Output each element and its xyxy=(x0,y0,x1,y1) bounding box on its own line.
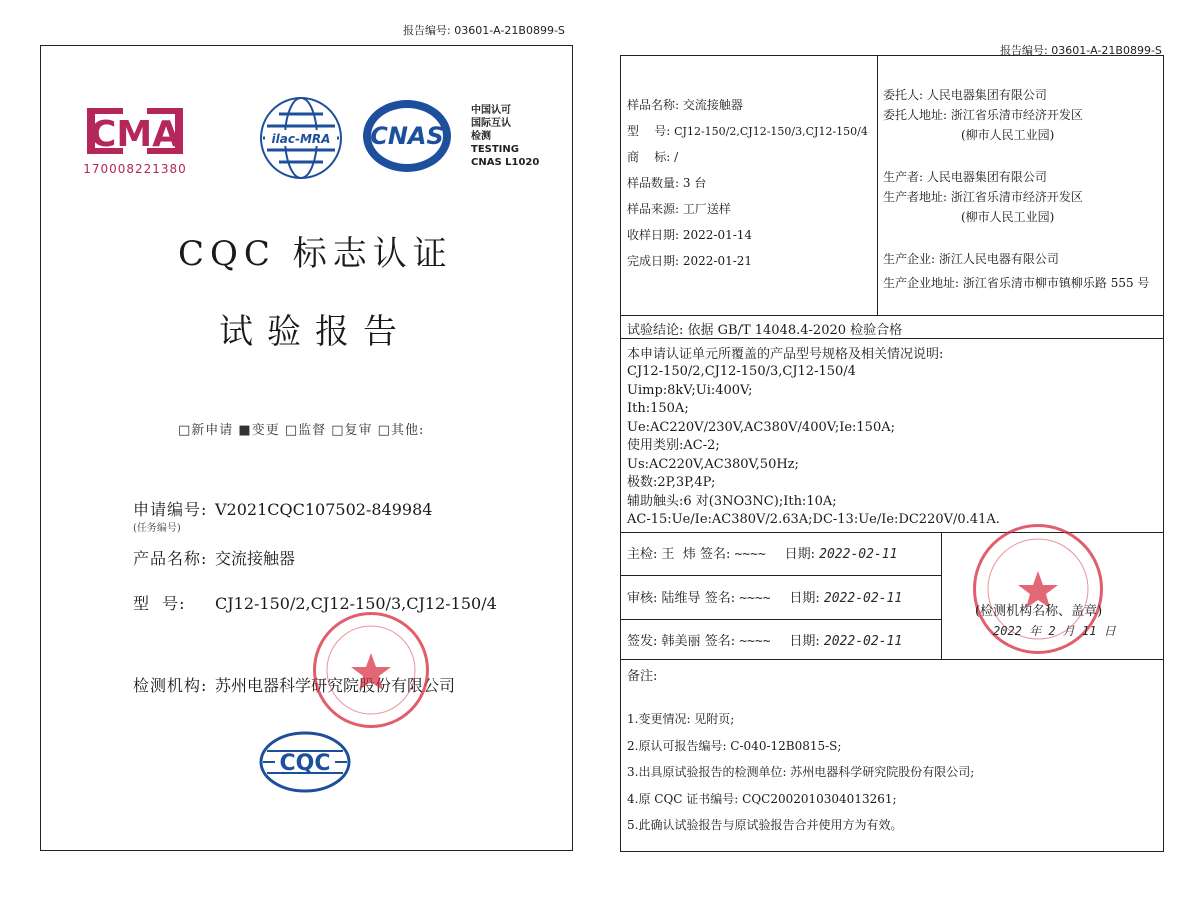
cma-logo-text: CMA xyxy=(89,114,181,155)
cnas-logo xyxy=(359,96,455,176)
seal-star-icon xyxy=(316,615,426,725)
sample-name-value: 交流接触器 xyxy=(682,98,743,112)
completion-date-value: 2022-01-21 xyxy=(682,254,753,268)
sample-name-row xyxy=(627,96,743,113)
document-title-1: CQC 标志认证 xyxy=(178,234,453,274)
signature-person: 陆维导 xyxy=(661,591,701,606)
client-label: 委托人: xyxy=(883,88,924,102)
model-label: 型 号: xyxy=(133,594,186,613)
signature-label: 签名: xyxy=(704,634,736,649)
signature-person: 王 炜 xyxy=(661,547,696,562)
right-report-number: 报告编号: 03601-A-21B0899-S xyxy=(1000,44,1162,57)
cqc-logo xyxy=(257,731,353,793)
application-number-label: 申请编号: xyxy=(133,500,208,519)
description-line: 使用类别:AC-2; xyxy=(627,438,720,453)
sample-name-label: 样品名称: xyxy=(627,98,680,112)
application-number-value: V2021CQC107502-849984 xyxy=(215,500,433,519)
date-label: 日期: xyxy=(789,591,820,606)
cnas-line-3: 检测 xyxy=(471,131,491,142)
producer-address-value: 浙江省乐清市经济开发区 xyxy=(950,190,1083,204)
note-item: 3.出具原试验报告的检测单位: 苏州电器科学研究院股份有限公司; xyxy=(627,765,975,779)
test-conclusion: 试验结论: 依据 GB/T 14048.4-2020 检验合格 xyxy=(627,323,903,338)
description-list xyxy=(627,363,1000,530)
divider-line xyxy=(621,338,1163,339)
factory-address-row xyxy=(883,274,1149,291)
description-line: CJ12-150/2,CJ12-150/3,CJ12-150/4 xyxy=(627,364,856,379)
divider-line xyxy=(621,575,941,576)
model-row xyxy=(133,591,497,614)
task-number-label: (任务编号) xyxy=(133,523,181,534)
globe-icon xyxy=(259,96,343,180)
signature-role: 主检: xyxy=(627,547,658,562)
handwritten-signature: ~~~~ xyxy=(739,634,771,649)
application-type-options: □新申请 ■变更 □监督 □复审 □其他: xyxy=(178,423,425,438)
cnas-line-2: 国际互认 xyxy=(471,118,511,129)
producer-address-row xyxy=(883,188,1083,205)
handwritten-date: 2022-02-11 xyxy=(823,591,903,606)
producer-address-label: 生产者地址: xyxy=(883,190,948,204)
cnas-line-1: 中国认可 xyxy=(471,105,511,116)
client-address-row xyxy=(883,106,1083,123)
sample-brand-label: 商 标: xyxy=(627,150,671,164)
sample-model-label: 型 号: xyxy=(627,124,671,138)
signature-row-reviewer xyxy=(627,587,902,606)
cqc-logo-text: CQC xyxy=(279,751,331,776)
client-address-value: 浙江省乐清市经济开发区 xyxy=(950,108,1083,122)
receive-date-row xyxy=(627,226,752,243)
sample-quantity-row xyxy=(627,174,706,191)
factory-value: 浙江人民电器有限公司 xyxy=(938,252,1059,266)
testing-lab-label: 检测机构: xyxy=(133,676,208,695)
left-report-number: 报告编号: 03601-A-21B0899-S xyxy=(403,24,565,37)
sample-source-value: 工厂送样 xyxy=(682,202,731,216)
cnas-logo-icon xyxy=(359,96,455,176)
divider-line xyxy=(621,659,1163,660)
top-block-divider xyxy=(877,56,878,315)
sample-model-row xyxy=(627,122,868,139)
client-row xyxy=(883,86,1047,103)
signature-person: 韩美丽 xyxy=(661,634,701,649)
date-label: 日期: xyxy=(789,634,820,649)
description-line: 辅助触头:6 对(3NO3NC);Ith:10A; xyxy=(627,493,837,509)
product-name-label: 产品名称: xyxy=(133,549,208,568)
cnas-line-5: CNAS L1020 xyxy=(471,157,540,168)
description-line: 极数:2P,3P,4P; xyxy=(627,475,716,490)
cma-logo-icon xyxy=(79,102,191,160)
factory-row xyxy=(883,250,1059,267)
notes-title: 备注: xyxy=(627,669,658,684)
application-number-row xyxy=(133,497,432,520)
model-value: CJ12-150/2,CJ12-150/3,CJ12-150/4 xyxy=(215,594,497,613)
testing-lab-value: 苏州电器科学研究院股份有限公司 xyxy=(215,676,456,695)
description-title: 本申请认证单元所覆盖的产品型号规格及相关情况说明: xyxy=(627,347,944,362)
note-item: 1.变更情况: 见附页; xyxy=(627,712,735,726)
completion-date-row xyxy=(627,252,752,269)
note-item: 2.原认可报告编号: C-040-12B0815-S; xyxy=(627,738,842,753)
cma-logo xyxy=(79,102,191,176)
signature-role: 审核: xyxy=(627,591,658,606)
divider-line xyxy=(621,619,941,620)
sample-source-row xyxy=(627,200,731,217)
note-item: 4.原 CQC 证书编号: CQC2002010304013261; xyxy=(627,791,897,806)
divider-line xyxy=(621,315,1163,316)
signature-role: 签发: xyxy=(627,634,658,649)
sample-quantity-value: 3 台 xyxy=(682,176,707,190)
client-address-label: 委托人地址: xyxy=(883,108,948,122)
right-page xyxy=(620,55,1164,852)
signature-block-divider xyxy=(941,532,942,659)
ilac-logo-text: ilac-MRA xyxy=(271,132,331,146)
factory-address-label: 生产企业地址: xyxy=(883,276,960,290)
cnas-line-4: TESTING xyxy=(471,144,519,155)
sample-model-value: CJ12-150/2,CJ12-150/3,CJ12-150/4 xyxy=(674,125,868,138)
cnas-text-block xyxy=(471,104,539,169)
description-line: Ue:AC220V/230V,AC380V/400V;Ie:150A; xyxy=(627,419,895,435)
handwritten-signature: ~~~~ xyxy=(739,591,771,606)
handwritten-date: 2022-02-11 xyxy=(819,547,898,562)
receive-date-value: 2022-01-14 xyxy=(682,228,753,242)
signature-label: 签名: xyxy=(699,547,731,562)
sample-brand-row xyxy=(627,148,678,165)
sample-brand-value: / xyxy=(674,150,679,164)
client-address-value-2: (柳市人民工业园) xyxy=(961,128,1055,142)
description-line: Uimp:8kV;Ui:400V; xyxy=(627,382,753,398)
description-line: Ith:150A; xyxy=(627,401,689,416)
cma-number: 170008221380 xyxy=(83,162,187,176)
producer-label: 生产者: xyxy=(883,170,924,184)
product-name-row xyxy=(133,546,295,569)
description-line: AC-15:Ue/Ie:AC380V/2.63A;DC-13:Ue/Ie:DC220V/0.41A. xyxy=(627,512,1000,527)
seal-date: 2022 年 2 月 11 日 xyxy=(993,624,1116,638)
handwritten-date: 2022-02-11 xyxy=(823,634,903,649)
signature-row-inspector xyxy=(627,543,897,562)
signature-label: 签名: xyxy=(704,591,736,606)
completion-date-label: 完成日期: xyxy=(627,254,680,268)
client-value: 人民电器集团有限公司 xyxy=(926,88,1047,102)
handwritten-signature: ~~~~ xyxy=(734,547,766,562)
factory-label: 生产企业: xyxy=(883,252,936,266)
document-title-2: 试验报告 xyxy=(219,312,411,352)
cnas-logo-text: CNAS xyxy=(370,122,444,150)
seal-caption: (检测机构名称、盖章) xyxy=(975,604,1103,619)
sample-source-label: 样品来源: xyxy=(627,202,680,216)
producer-value: 人民电器集团有限公司 xyxy=(926,170,1047,184)
ilac-mra-logo xyxy=(259,96,343,180)
notes-list xyxy=(627,706,974,839)
description-line: Us:AC220V,AC380V,50Hz; xyxy=(627,456,799,472)
sample-quantity-label: 样品数量: xyxy=(627,176,680,190)
lab-seal-stamp xyxy=(313,612,429,728)
product-name-value: 交流接触器 xyxy=(215,549,296,568)
date-label: 日期: xyxy=(784,547,815,562)
left-page xyxy=(40,45,573,851)
producer-address-value-2: (柳市人民工业园) xyxy=(961,210,1055,224)
producer-row xyxy=(883,168,1047,185)
factory-address-value: 浙江省乐清市柳市镇柳乐路 555 号 xyxy=(962,276,1150,290)
signature-row-approver xyxy=(627,630,902,649)
cqc-logo-icon xyxy=(257,731,353,793)
note-item: 5.此确认试验报告与原试验报告合并使用方为有效。 xyxy=(627,818,903,832)
receive-date-label: 收样日期: xyxy=(627,228,680,242)
